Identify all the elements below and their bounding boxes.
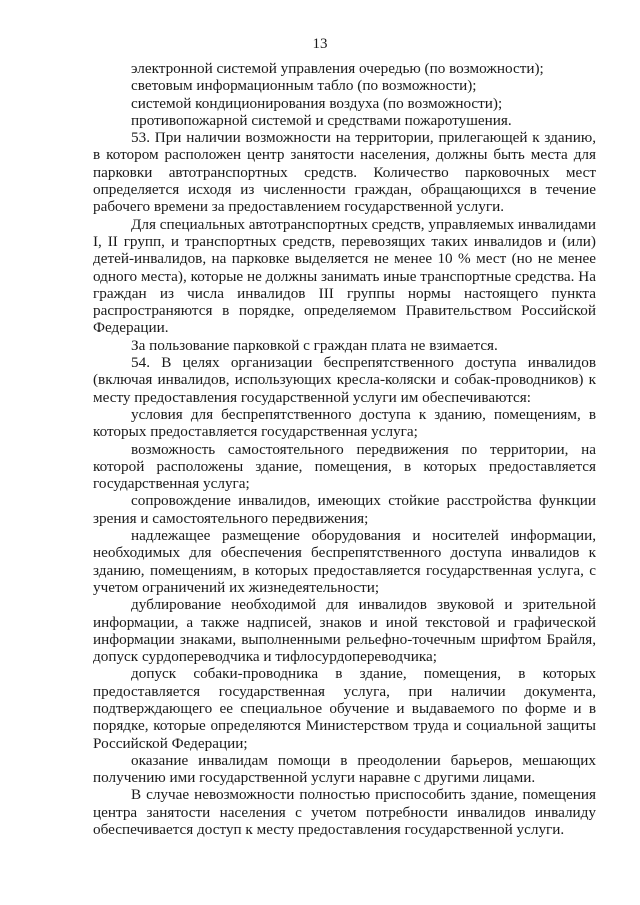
paragraph-assistance: оказание инвалидам помощи в преодолении барьеров, мешающих получению ими государственной услуги наравне с другими лицами. <box>93 751 596 787</box>
paragraph-53-parking: 53. При наличии возможности на территории, прилегающей к зданию, в котором расположен центр занятости населения, должны быть места для парковки автотранспортных средств. Количество парковочных мест определяется исходя из численности граждан, обращающихся в течение рабочего времени за предоставлением государственной услуги. <box>93 129 596 216</box>
paragraph-queue-system: электронной системой управления очередью (по возможности); <box>131 60 544 77</box>
paragraph-escort: сопровождение инвалидов, имеющих стойкие расстройства функции зрения и самостоятельного передвижения; <box>93 492 596 527</box>
paragraph-fire-safety: противопожарной системой и средствами пожаротушения. <box>131 111 512 129</box>
paragraph-movement: возможность самостоятельного передвижения по территории, на которой расположены здание, помещения, в которых предоставляется государственная услуга; <box>93 440 596 493</box>
paragraph-braille: дублирование необходимой для инвалидов звуковой и зрительной информации, а также надписей, знаков и иной текстовой и графической информации знаками, выполненными рельефно-точечным шрифтом Брайля, допуск сурдопереводчика и тифлосурдопереводчика; <box>93 596 596 666</box>
paragraph-guide-dog: допуск собаки-проводника в здание, помещения, в которых предоставляется государственная услуга, при наличии документа, подтверждающего ее специальное обучение и выдаваемого по форме и в порядке, которые определяются Министерством труда и социальной защиты Российской Федерации; <box>93 665 596 752</box>
paragraph-info-board: световым информационным табло (по возможности); <box>131 77 477 95</box>
paragraph-54-access: 54. В целях организации беспрепятственного доступа инвалидов (включая инвалидов, использующих кресла-коляски и собак-проводников) к месту предоставления государственной услуги им обеспечиваются: <box>93 354 596 406</box>
paragraph-alternative-access: В случае невозможности полностью приспособить здание, помещения центра занятости населения с учетом потребности инвалидов инвалиду обеспечивается доступ к месту предоставления государственной услуги. <box>93 786 596 839</box>
document-body <box>93 60 596 838</box>
page-number: 13 <box>312 36 328 52</box>
paragraph-equipment: надлежащее размещение оборудования и носителей информации, необходимых для обеспечения беспрепятственного доступа инвалидов к зданию, помещениям, в которых предоставляется государственная услуга, с учетом ограничений их жизнедеятельности; <box>93 527 596 596</box>
paragraph-parking-free: За пользование парковкой с граждан плата не взимается. <box>131 336 498 354</box>
paragraph-disabled-parking: Для специальных автотранспортных средств, управляемых инвалидами I, II групп, и транспортных средств, перевозящих таких инвалидов и (или) детей-инвалидов, на парковке выделяется не менее 10 % мест (но не менее одного места), которые не должны занимать иные транспортные средства. На граждан из числа инвалидов III группы нормы настоящего пункта распространяются в порядке, определяемом Правительством Российской Федерации. <box>93 215 596 337</box>
paragraph-air-conditioning: системой кондиционирования воздуха (по возможности); <box>131 94 503 112</box>
paragraph-access-conditions: условия для беспрепятственного доступа к зданию, помещениям, в которых предоставляется государственная услуга; <box>93 405 596 441</box>
